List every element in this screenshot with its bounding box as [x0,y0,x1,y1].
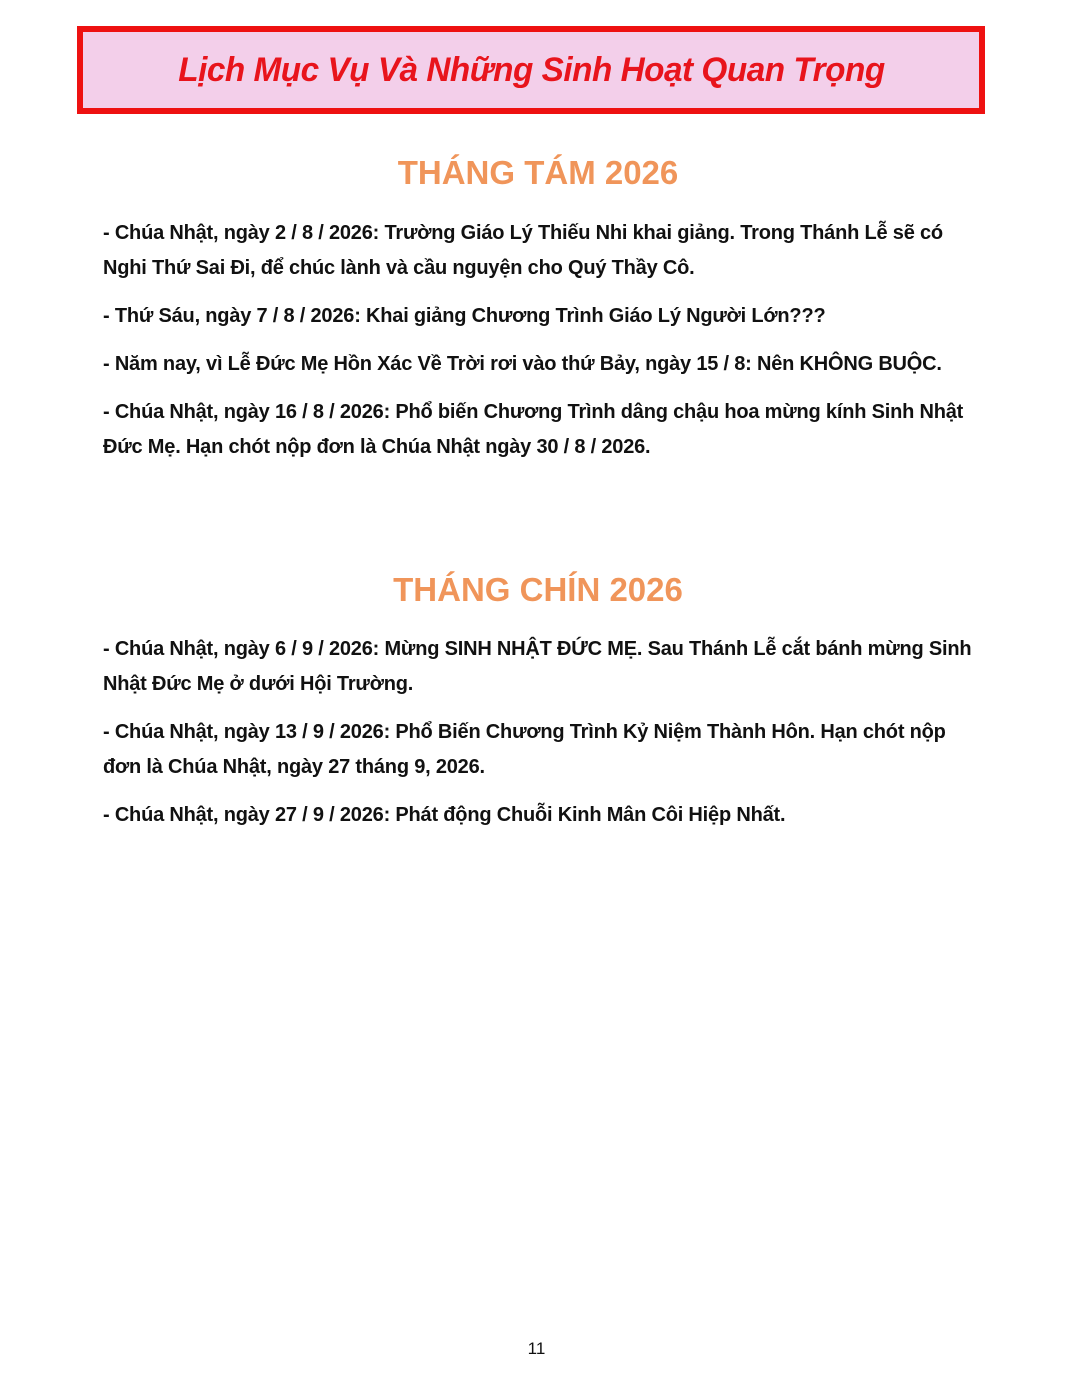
section-heading: THÁNG TÁM 2026 [397,154,679,191]
list-item: - Năm nay, vì Lễ Đức Mẹ Hồn Xác Về Trời rơi vào thứ Bảy, ngày 15 / 8: Nên KHÔNG BUỘC. [103,353,942,375]
section-august [103,153,973,465]
page-number: 11 [527,1339,546,1358]
list-item: - Thứ Sáu, ngày 7 / 8 / 2026: Khai giảng Chương Trình Giáo Lý Người Lớn??? [103,305,826,327]
title-banner [77,26,985,114]
section-september [103,570,973,833]
list-item: - Chúa Nhật, ngày 27 / 9 / 2026: Phát động Chuỗi Kinh Mân Côi Hiệp Nhất. [103,804,786,826]
section-heading: THÁNG CHÍN 2026 [393,571,683,608]
list-item: - Chúa Nhật, ngày 16 / 8 / 2026: Phổ biến Chương Trình dâng chậu hoa mừng kính Sinh Nhật Đức Mẹ. Hạn chót nộp đơn là Chúa Nhật ngày 30 / 8 / 2026. [103,401,964,458]
page-title: Lịch Mục Vụ Và Những Sinh Hoạt Quan Trọng [177,50,885,89]
list-item: - Chúa Nhật, ngày 2 / 8 / 2026: Trường Giáo Lý Thiếu Nhi khai giảng. Trong Thánh Lễ sẽ có Nghi Thứ Sai Đi, để chúc lành và cầu nguyện cho Quý Thầy Cô. [103,222,943,279]
list-item: - Chúa Nhật, ngày 6 / 9 / 2026: Mừng SINH NHẬT ĐỨC MẸ. Sau Thánh Lễ cắt bánh mừng Sinh Nhật Đức Mẹ ở dưới Hội Trường. [103,638,972,695]
list-item: - Chúa Nhật, ngày 13 / 9 / 2026: Phổ Biến Chương Trình Kỷ Niệm Thành Hôn. Hạn chót nộp đơn là Chúa Nhật, ngày 27 tháng 9, 2026. [103,721,946,778]
